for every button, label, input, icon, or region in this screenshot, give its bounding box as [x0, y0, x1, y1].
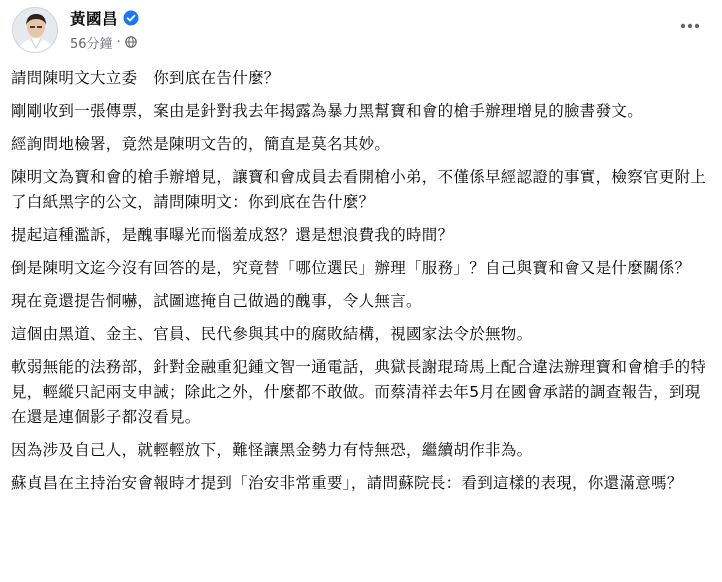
globe-icon[interactable]	[125, 36, 137, 48]
post-paragraph: 剛剛收到一張傳票，案由是針對我去年揭露為暴力黑幫寶和會的槍手辦理增見的臉書發文。	[11, 102, 644, 120]
post-paragraph: 請問陳明文大立委 你到底在告什麼？	[11, 69, 280, 87]
post-timestamp[interactable]: 56分鐘	[70, 36, 113, 52]
more-options-button[interactable]	[674, 14, 706, 38]
post-paragraph: 提起這種濫訴，是醜事曝光而惱羞成怒？還是想浪費我的時間？	[11, 226, 454, 244]
post-body	[11, 66, 711, 504]
verified-badge-icon	[123, 10, 139, 26]
author-avatar[interactable]	[12, 7, 58, 53]
post-paragraph: 蘇貞昌在主持治安會報時才提到「治安非常重要」，請問蘇院長：看到這樣的表現，你還滿意嗎？	[11, 474, 683, 492]
author-name[interactable]: 黃國昌	[70, 10, 119, 28]
post-paragraph: 陳明文為寶和會的槍手辦增見，讓寶和會成員去看開槍小弟，不僅係早經認證的事實，檢察官更附上了白紙黑字的公文，請問陳明文：你到底在告什麼？	[11, 168, 707, 211]
more-horizontal-icon	[680, 23, 700, 29]
author-block	[70, 6, 139, 52]
post-paragraph: 倒是陳明文迄今沒有回答的是，究竟替「哪位選民」辦理「服務」？自己與寶和會又是什麼關係？	[11, 259, 691, 277]
post-paragraph: 軟弱無能的法務部，針對金融重犯鍾文智一通電話，典獄長謝琨琦馬上配合違法辦理寶和會槍手的特見，輕縱只記兩支申誡；除此之外，什麼都不敢做。而蔡清祥去年5月在國會承諾的調查報告，到現在還是連個影子都沒看見。	[11, 358, 707, 426]
post-paragraph: 經詢問地檢署，竟然是陳明文告的，簡直是莫名其妙。	[11, 135, 391, 153]
post-paragraph: 這個由黑道、金主、官員、民代參與其中的腐敗結構，視國家法令於無物。	[11, 325, 533, 343]
post-paragraph: 現在竟還提告恫嚇，試圖遮掩自己做過的醜事，令人無言。	[11, 292, 422, 310]
post-header	[0, 0, 722, 62]
post-paragraph: 因為涉及自己人，就輕輕放下，難怪讓黑金勢力有恃無恐，繼續胡作非為。	[11, 441, 533, 459]
meta-separator: ·	[116, 34, 121, 50]
avatar-image	[13, 8, 58, 53]
